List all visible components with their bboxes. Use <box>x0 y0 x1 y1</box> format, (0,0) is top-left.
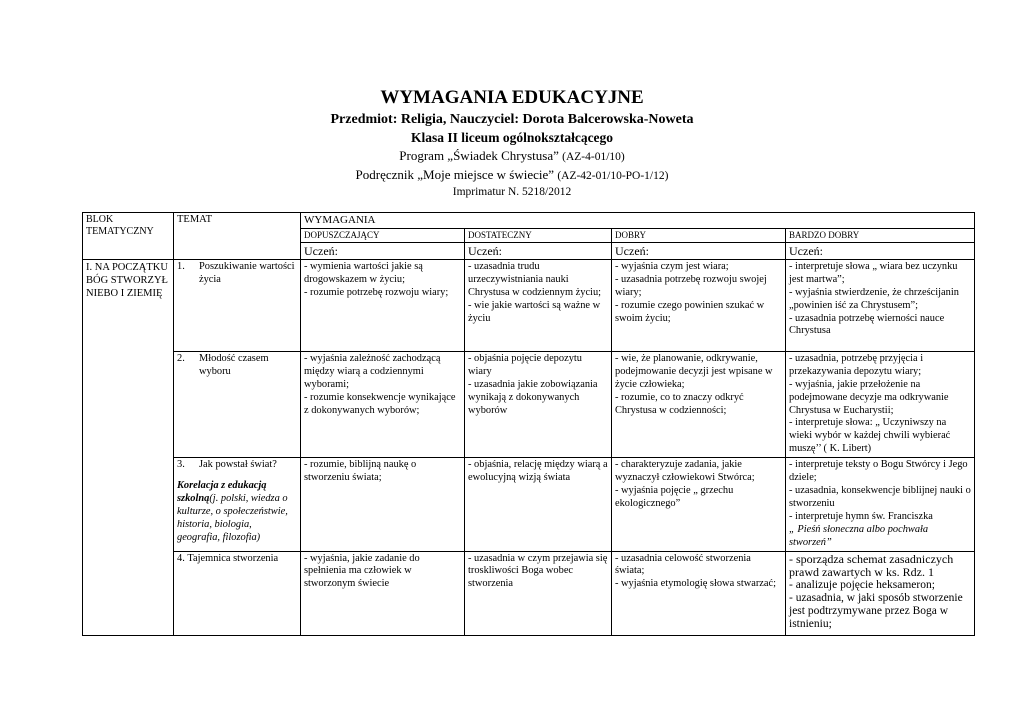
list-item: - rozumie konsekwencje wynikające z dokonywanych wyborów; <box>304 391 456 416</box>
topic-number: 4. <box>177 552 185 564</box>
list-item: - interpretuje teksty o Bogu Stwórcy i Jego dziele; <box>789 459 968 484</box>
col-header-wymagania: WYMAGANIA <box>301 213 975 229</box>
list-item: - wyjaśnia, jakie przełożenie na podejmowane decyzje ma odkrywanie Chrystusa w Eucharystii; <box>789 378 949 416</box>
req-dobry <box>612 351 786 457</box>
list-item: - uzasadnia, w jaki sposób stworzenie jest podtrzymywane przez Boga w istnieniu; <box>789 591 963 630</box>
list-item: - rozumie, biblijną naukę o stworzeniu świata; <box>304 459 417 484</box>
list-item: - wymienia wartości jakie są drogowskazem w życiu; <box>304 260 423 285</box>
uczen-label: Uczeń: <box>301 242 465 259</box>
req-dopuszczajacy <box>301 458 465 551</box>
level-dostateczny: DOSTATECZNY <box>465 228 612 242</box>
req-dopuszczajacy <box>301 351 465 457</box>
list-item: - uzasadnia celowość stworzenia świata; <box>615 552 751 577</box>
req-dopuszczajacy <box>301 551 465 635</box>
uczen-label: Uczeń: <box>465 242 612 259</box>
table-row <box>83 458 975 551</box>
req-bardzo-dobry <box>786 259 975 351</box>
list-item: - interpretuje słowa: „ Uczyniwszy na wieki wybór w każdej chwili wybierać muszę’’ ( K. Libert) <box>789 417 951 455</box>
list-item: - wyjaśnia zależność zachodzącą między wiarą a codziennymi wyborami; <box>304 352 441 390</box>
list-item: - wyjaśnia stwierdzenie, że chrześcijanin „powinien iść za Chrystusem”; <box>789 286 959 311</box>
req-dobry <box>612 458 786 551</box>
subject-line: Przedmiot: Religia, Nauczyciel: Dorota Balcerowska-Noweta <box>330 112 694 127</box>
req-bardzo-dobry <box>786 458 975 551</box>
table-row <box>83 351 975 457</box>
textbook-name: Podręcznik „Moje miejsce w świecie” <box>355 167 555 182</box>
topic-cell <box>174 259 301 351</box>
topic-number: 1. <box>177 260 185 272</box>
list-item: - wie, że planowanie, odkrywanie, podejmowanie decyzji jest wpisane w życie człowieka; <box>615 352 773 390</box>
topic-number: 2. <box>177 352 185 364</box>
class-line: Klasa II liceum ogólnokształcącego <box>410 130 614 145</box>
document-header <box>0 86 1024 200</box>
table-row <box>83 259 975 351</box>
list-item: - uzasadnia potrzebę wierności nauce Chrystusa <box>789 312 945 337</box>
list-item: - uzasadnia jakie zobowiązania wynikają z dokonywanych wyborów <box>468 378 598 416</box>
topic-cell <box>174 351 301 457</box>
list-item: - analizuje pojęcie heksameron; <box>789 578 935 591</box>
list-item: „ Pieśń słoneczna albo pochwała stworzeń” <box>789 523 929 548</box>
req-bardzo-dobry <box>786 551 975 635</box>
list-item: - wyjaśnia czym jest wiara; <box>615 260 729 272</box>
req-dostateczny <box>465 458 612 551</box>
topic-title: Jak powstał świat? <box>199 459 277 471</box>
list-item: - interpretuje hymn św. Franciszka <box>789 510 933 522</box>
list-item: - objaśnia, relację między wiarą a ewolucyjną wizją świata <box>468 459 608 484</box>
correlation-label: Korelacja z edukacją szkolną <box>177 480 267 504</box>
textbook-line <box>0 166 1024 185</box>
topic-title: Tajemnica stworzenia <box>187 552 279 564</box>
program-line <box>0 147 1024 166</box>
list-item: - uzasadnia potrzebę rozwoju swojej wiary; <box>615 273 767 298</box>
list-item: - wyjaśnia pojęcie „ grzechu ekologicznego” <box>615 484 734 509</box>
level-dobry: DOBRY <box>612 228 786 242</box>
correlation-text: (j. polski, wiedza o kulturze, o społeczeństwie, historia, biologia, geografia, filozofia) <box>177 492 288 543</box>
table-row <box>83 551 975 635</box>
req-dobry <box>612 551 786 635</box>
textbook-code: (AZ-42-01/10-PO-1/12) <box>557 170 669 182</box>
req-dostateczny <box>465 551 612 635</box>
list-item: - wyjaśnia, jakie zadanie do spełnienia ma człowiek w stworzonym świecie <box>304 552 420 590</box>
list-item: - rozumie czego powinien szukać w swoim życiu; <box>615 299 765 324</box>
list-item: - uzasadnia, konsekwencje biblijnej nauki o stworzeniu <box>789 484 971 509</box>
list-item: - wyjaśnia etymologię słowa stwarzać; <box>615 578 777 590</box>
req-dopuszczajacy <box>301 259 465 351</box>
uczen-label: Uczeń: <box>612 242 786 259</box>
uczen-label: Uczeń: <box>786 242 975 259</box>
header-row-1 <box>83 213 975 229</box>
col-header-blok: BLOK TEMATYCZNY <box>83 213 174 260</box>
topic-title: Młodość czasem wyboru <box>199 352 269 377</box>
imprimatur-line: Imprimatur N. 5218/2012 <box>452 186 572 198</box>
list-item: - sporządza schemat zasadniczych prawd zawartych w ks. Rdz. 1 <box>789 551 954 579</box>
document-title: WYMAGANIA EDUKACYJNE <box>380 87 644 108</box>
requirements-table <box>82 212 975 636</box>
req-dostateczny <box>465 351 612 457</box>
list-item: - rozumie, co to znaczy odkryć Chrystusa w codzienności; <box>615 391 744 416</box>
topic-number: 3. <box>177 459 185 471</box>
list-item: - interpretuje słowa „ wiara bez uczynku jest martwa”; <box>789 260 958 285</box>
list-item: - rozumie potrzebę rozwoju wiary; <box>304 286 449 298</box>
req-dobry <box>612 259 786 351</box>
correlation-note <box>177 480 297 545</box>
blok-name: I. NA POCZĄTKU BÓG STWORZYŁ NIEBO I ZIEMIĘ <box>83 259 174 635</box>
req-bardzo-dobry <box>786 351 975 457</box>
program-code: (AZ-4-01/10) <box>562 151 625 163</box>
topic-title: Poszukiwanie wartości życia <box>199 260 295 285</box>
level-dopuszczajacy: DOPUSZCZAJĄCY <box>301 228 465 242</box>
col-header-temat: TEMAT <box>174 213 301 260</box>
topic-cell <box>174 458 301 551</box>
list-item: - uzasadnia trudu urzeczywistniania nauki Chrystusa w codziennym życiu; <box>468 260 602 298</box>
list-item: - uzasadnia, potrzebę przyjęcia i przekazywania depozytu wiary; <box>789 352 924 377</box>
level-bardzo-dobry: BARDZO DOBRY <box>786 228 975 242</box>
list-item: - charakteryzuje zadania, jakie wyznaczył człowiekowi Stwórca; <box>615 459 755 484</box>
program-name: Program „Świadek Chrystusa” <box>399 148 559 163</box>
list-item: - uzasadnia w czym przejawia się troskliwości Boga wobec stworzenia <box>468 552 608 590</box>
topic-cell <box>174 551 301 635</box>
req-dostateczny <box>465 259 612 351</box>
list-item: - wie jakie wartości są ważne w życiu <box>468 299 601 324</box>
list-item: - objaśnia pojęcie depozytu wiary <box>468 352 582 377</box>
